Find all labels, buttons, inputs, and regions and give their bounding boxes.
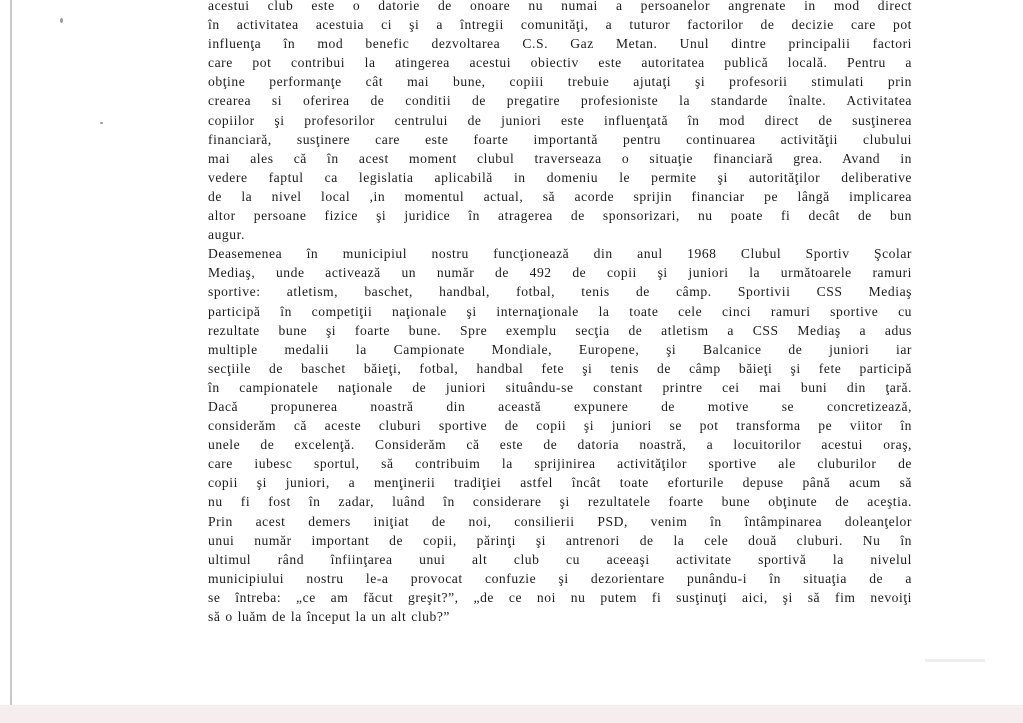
- text-line: copii şi juniori, a menţinerii tradiţiei astfel încât toate eforturile depuse până acum să: [208, 475, 912, 491]
- text-line: care pot contribui la atingerea acestui obiectiv este autoritatea publică locală. Pentru a: [208, 55, 912, 71]
- text-line: augur.: [208, 227, 245, 243]
- text-line: mai ales că în acest moment clubul traverseaza o situaţie financiară grea. Avand in: [208, 150, 912, 166]
- text-line: unui număr important de copii, părinţi şi antrenori de la cele două cluburi. Nu în: [208, 532, 912, 548]
- text-line: sportive: atletism, baschet, handbal, fotbal, tenis de câmp. Sportivii CSS Mediaş: [208, 284, 912, 300]
- text-line: Mediaş, unde activează un număr de 492 de copii şi juniori la următoarele ramuri: [208, 265, 912, 281]
- text-line: în activitatea acestuia ci şi a întregii comunităţi, a tuturor factorilor de decizie care pot: [208, 17, 912, 33]
- text-line: acestui club este o datorie de onoare nu numai a persoanelor angrenate in mod direct: [208, 0, 912, 13]
- text-line: vedere faptul ca legislatia aplicabilă in domeniu le permite şi autorităţilor deliberative: [208, 169, 912, 185]
- text-line: unele de excelenţă. Considerăm că este de datoria noastră, a locuitorilor acestui oraş,: [208, 437, 912, 453]
- text-line: multiple medalii la Campionate Mondiale, Europene, şi Balcanice de juniori iar: [208, 341, 912, 357]
- text-line: rezultate bune şi foarte bune. Spre exemplu secţia de atletism a CSS Mediaş a adus: [208, 322, 912, 338]
- text-line: copiilor şi profesorilor centrului de juniori este influenţată în mod direct de susţinerea: [208, 112, 912, 128]
- text-line: Deasemenea în municipiul nostru funcţionează din anul 1968 Clubul Sportiv Şcolar: [208, 246, 912, 262]
- text-line: care iubesc sportul, să contribuim la sprijinirea activităţilor sportive ale cluburilor de: [208, 456, 912, 472]
- document-body: [208, 0, 912, 626]
- text-line: altor persoane fizice şi juridice în atragerea de sponsorizari, nu poate fi decât de bun: [208, 208, 912, 224]
- text-line: nu fi fost în zadar, luând în considerare şi rezultatele foarte bune obţinute de aceştia.: [208, 494, 912, 510]
- text-line: secţiile de baschet băieţi, fotbal, handbal fete şi tenis de câmp băieţi şi fete participă: [208, 360, 912, 376]
- text-line: să o luăm de la început la un alt club?”: [208, 609, 451, 624]
- scan-speck: [100, 122, 103, 124]
- text-line: ultimul rând înfiinţarea unui alt club cu aceeaşi activitate sportivă la nivelul: [208, 551, 912, 567]
- text-line: Dacă propunerea noastră din această expunere de motive se concretizează,: [208, 398, 912, 414]
- text-line: municipiului nostru le-a provocat confuzie şi dezorientare punându-i în situaţia de a: [208, 570, 912, 586]
- text-line: influenţa în mod benefic dezvoltarea C.S. Gaz Metan. Unul dintre principalii factori: [208, 36, 912, 52]
- text-line: în campionatele naţionale de juniori situându-se constant printre cei mai buni din ţară.: [208, 379, 912, 395]
- text-line: de la nivel local ,in momentul actual, să acorde sprijin financiar pe lângă implicarea: [208, 188, 912, 204]
- text-line: obţine performanţe cât mai bune, copiii trebuie ajutaţi şi profesorii stimulati prin: [208, 74, 912, 90]
- text-line: crearea si oferirea de conditii de pregatire profesioniste la standarde înalte. Activitatea: [208, 93, 912, 109]
- text-line: financiară, susţinere care este foarte importantă pentru continuarea activităţii clubului: [208, 131, 912, 147]
- page-left-edge: [10, 0, 12, 705]
- scan-speck: [60, 18, 63, 23]
- page-bottom-strip: [0, 705, 1023, 723]
- text-line: considerăm că aceste cluburi sportive de copii şi juniori se pot transforma pe viitor în: [208, 418, 912, 434]
- text-line: se întreba: „ce am făcut greşit?”, „de ce noi nu putem fi susţinuţi aici, şi să fim nevoiţi: [208, 589, 912, 605]
- text-line: Prin acest demers iniţiat de noi, consilierii PSD, venim în întâmpinarea doleanţelor: [208, 513, 912, 529]
- text-line: participă în competiţii naţionale şi internaţionale la toate cele cinci ramuri sportive cu: [208, 303, 912, 319]
- faint-scan-mark: [925, 659, 985, 662]
